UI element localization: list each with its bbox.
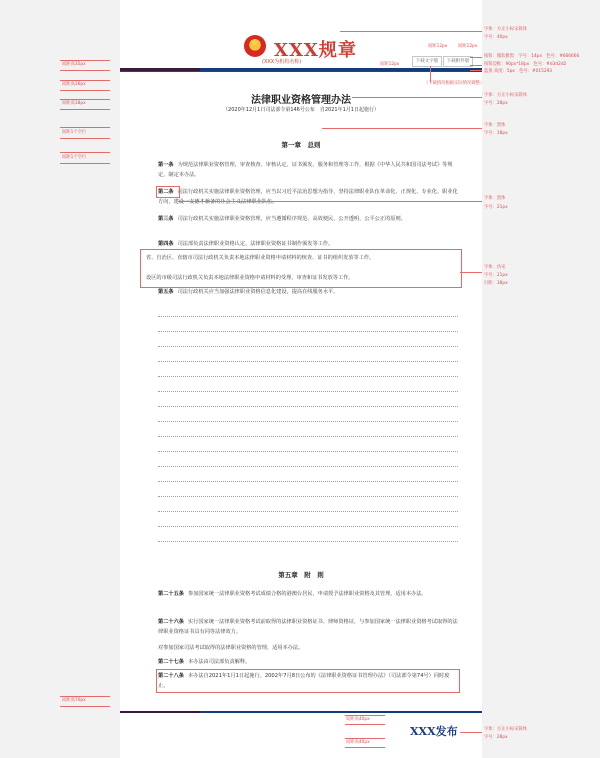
annotation-line xyxy=(60,80,110,81)
annotation-line xyxy=(345,747,385,748)
annotation-line xyxy=(60,696,110,697)
chapter-heading: 第一章 总则 xyxy=(281,141,321,149)
omitted-line xyxy=(158,391,458,392)
omitted-line xyxy=(158,361,458,362)
highlight-box xyxy=(140,249,462,288)
annotation-line xyxy=(60,60,110,61)
annotation-label: 蓝条 高度：5px 色号：#015293 xyxy=(484,69,553,74)
annotation-line xyxy=(60,706,110,707)
highlight-box xyxy=(156,669,460,693)
article-number: 第二十六条 xyxy=(158,619,184,625)
annotation-label: 字体：仿宋 xyxy=(484,265,506,270)
omitted-line xyxy=(158,331,458,332)
article-text: 实行国家统一法律职业资格考试前取得的法律职业资格证书、律师资格证，与参加国家统一法律职业资格考试取得的法律职业资格证书具有同等法律效力。 xyxy=(158,619,458,635)
header-accent-bar xyxy=(120,68,200,71)
article-number: 第二条 xyxy=(158,189,174,195)
annotation-line xyxy=(470,57,482,58)
annotation-label: 按钮边框：90px*18px 色号：#d3d2d2 xyxy=(484,62,567,67)
article xyxy=(158,657,458,667)
article xyxy=(158,589,458,599)
article-text: 司法行政机关实施法律职业资格管理，应当遵循程序规范、高效便民、公开透明、公平公正的原则。 xyxy=(177,216,406,222)
annotation-label: 字号：28px xyxy=(484,101,508,106)
omitted-line xyxy=(158,541,458,542)
article-number: 第一条 xyxy=(158,162,174,168)
annotation-line xyxy=(345,724,385,725)
annotation-line xyxy=(340,31,482,32)
chapter-heading: 第五章 附 则 xyxy=(278,571,324,579)
article-number: 第二十七条 xyxy=(158,659,184,665)
annotation-label: 行距：38px xyxy=(484,281,508,286)
article xyxy=(158,160,458,180)
annotation-label: 字体：方正小标宋简体 xyxy=(484,27,527,32)
annotation-label: 间距1个空行 xyxy=(62,155,87,160)
annotation-label: 间距12px xyxy=(458,44,478,49)
omitted-line xyxy=(158,511,458,512)
annotation-line xyxy=(60,90,110,91)
header-blue-bar-thin xyxy=(120,71,482,72)
annotation-label: 字体：方正小标宋简体 xyxy=(484,727,527,732)
annotation-label: 间距高35px xyxy=(62,62,86,67)
left-margin xyxy=(0,0,120,758)
annotation-line xyxy=(60,138,110,139)
document-title: 法律职业资格管理办法 xyxy=(251,95,351,106)
annotation-label: 间距高40px xyxy=(346,740,370,745)
download-attachment-button[interactable]: 下载附件版 xyxy=(443,56,473,67)
omitted-line xyxy=(158,436,458,437)
omitted-line xyxy=(158,496,458,497)
annotation-line xyxy=(322,128,482,129)
article-number: 第四条 xyxy=(158,241,174,247)
omitted-line xyxy=(158,481,458,482)
omitted-line xyxy=(158,451,458,452)
annotation-label: 字号：40px xyxy=(484,35,508,40)
article-text: 司法行政机关实施法律职业资格管理，应当以习近平法治思想为指导，坚持法律职业队伍革命化、正规化、专业化、职业化方向，建设一支德才兼备的社会主义法律职业队伍。 xyxy=(158,189,458,205)
annotation-label: 间距高70px xyxy=(62,698,86,703)
annotation-label: 字号：21px xyxy=(484,205,508,210)
omitted-line xyxy=(158,316,458,317)
annotation-label: 间距12px xyxy=(428,44,448,49)
annotation-line xyxy=(60,152,110,153)
article-text: 为规范法律职业资格管理，审查核查、审核认定、证书颁发、服务和管理等工作，根据《中华人民共和国司法考试》等规定，制定本办法。 xyxy=(158,162,453,178)
footer-accent-bar xyxy=(120,711,200,713)
org-subtitle: (XXX为机构名称) xyxy=(262,59,302,65)
annotation-label: 字号：28px xyxy=(484,735,508,740)
article xyxy=(158,187,458,207)
annotation-label: 间距高40px xyxy=(346,717,370,722)
annotation-label: 字体：黑体 xyxy=(484,123,506,128)
article-text: 本办法自2021年1月1日起施行。2002年7月8日公布的《法律职业资格证书管理办法》（司法部令第74号）同时废止。 xyxy=(158,673,450,689)
annotation-label: 间距高18px xyxy=(62,101,86,106)
annotation-label: 间距12px xyxy=(380,62,400,67)
annotation-line xyxy=(60,99,110,100)
annotation-line xyxy=(460,272,482,273)
annotation-line xyxy=(470,65,482,66)
annotation-line xyxy=(352,97,482,98)
omitted-line xyxy=(158,466,458,467)
omitted-line xyxy=(158,346,458,347)
article xyxy=(158,287,458,297)
annotation-label: 间距高16px xyxy=(62,82,86,87)
article-text: 司法行政机关应当加强法律职业资格信息化建设，提高在线服务水平。 xyxy=(177,289,339,295)
article xyxy=(158,214,458,224)
right-margin xyxy=(482,0,600,758)
article xyxy=(158,643,458,653)
annotation-line xyxy=(178,201,482,202)
article-number: 第二十八条 xyxy=(158,673,184,679)
highlight-box xyxy=(156,186,180,198)
annotation-label: 按钮：微软雅黑 字号：14px 色号：#666666 xyxy=(484,54,580,59)
document-meta: （2020年12月1日司法部令第146号公布 自2021年1月1日起施行） xyxy=(223,107,379,113)
article-text: 对参加国家司法考试取得的法律职业资格的管理，适用本办法。 xyxy=(158,645,304,651)
annotation-label: 字体：方正小标宋简体 xyxy=(484,93,527,98)
article xyxy=(158,239,458,249)
annotation-label: 字体：黑体 xyxy=(484,196,506,201)
annotation-line xyxy=(60,70,110,71)
national-emblem-icon xyxy=(244,35,266,57)
annotation-line xyxy=(60,127,110,128)
publisher-label: XXX发布 xyxy=(410,725,458,738)
annotation-line xyxy=(345,738,385,739)
annotation-label: 间距1个空行 xyxy=(62,130,87,135)
article-number: 第三条 xyxy=(158,216,174,222)
download-text-button[interactable]: 下载文字版 xyxy=(412,56,442,67)
omitted-line xyxy=(158,526,458,527)
article-number: 第五条 xyxy=(158,289,174,295)
annotation-label: 字号：18px xyxy=(484,131,508,136)
annotation-line xyxy=(430,66,431,82)
article-number: 第二十五条 xyxy=(158,591,184,597)
omitted-line xyxy=(158,376,458,377)
annotation-label: 字号：21px xyxy=(484,273,508,278)
annotation-line xyxy=(60,109,110,110)
annotation-line xyxy=(60,163,110,164)
annotation-line xyxy=(470,70,482,71)
article-text: 参加国家统一法律职业资格考试成绩合格的港澳台居民，申请授予法律职业资格及其管理，适用本办法。 xyxy=(187,591,427,597)
article-paragraph: 省、自治区、直辖市司法行政机关负责本地法律职业资格申请材料的核查、证书的组织发放等工作。 xyxy=(146,255,375,261)
article xyxy=(158,617,458,637)
omitted-line xyxy=(158,421,458,422)
annotation-label: （下载情况根据实际情况调整） xyxy=(424,81,485,86)
annotation-line xyxy=(460,732,482,733)
article-text: 本办法由司法部负责解释。 xyxy=(187,659,251,665)
annotation-line xyxy=(345,715,385,716)
article-text: 司法部负责法律职业资格认定、法律职业资格证书制作颁发等工作。 xyxy=(177,241,334,247)
org-title: XXX规章 xyxy=(274,40,357,61)
article-paragraph: 设区的市级司法行政机关负责本地法律职业资格申请材料的受理、审查和证书发放等工作。 xyxy=(146,275,354,281)
omitted-line xyxy=(158,406,458,407)
